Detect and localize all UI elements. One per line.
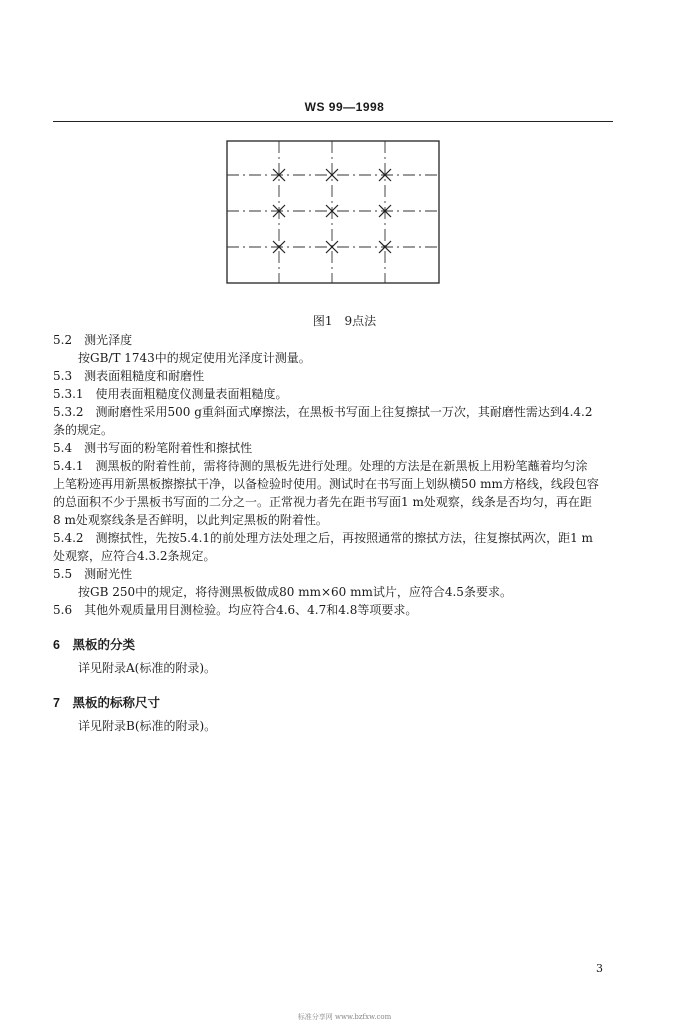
section-7-heading: 7 黑板的标称尺寸 — [53, 696, 160, 710]
header-rule — [53, 121, 613, 122]
section-5-4-1-cont: 上笔粉迹再用新黑板擦擦拭干净，以备检验时使用。测试时在书写面上划纵横50 mm方格线，线段包容 — [53, 477, 599, 491]
section-5-6: 5.6 其他外观质量用目测检验。均应符合4.6、4.7和4.8等项要求。 — [53, 603, 418, 617]
section-5-4-1-cont: 的总面积不少于黑板书写面的二分之一。正常视力者先在距书写面1 m处观察，线条是否均匀，再在距 — [53, 495, 592, 509]
section-5-4-1-cont: 8 m处观察线条是否鲜明，以此判定黑板的附着性。 — [53, 513, 328, 527]
section-5-3-2: 5.3.2 测耐磨性采用500 g重斜面式摩擦法，在黑板书写面上往复擦拭一万次，其耐磨性需达到4.4.2 — [53, 405, 593, 419]
section-5-3-1: 5.3.1 使用表面粗糙度仪测量表面粗糙度。 — [53, 387, 288, 401]
section-6-heading: 6 黑板的分类 — [53, 638, 135, 652]
section-5-5-heading: 5.5 测耐光性 — [53, 567, 133, 581]
section-6-text: 详见附录A(标准的附录)。 — [78, 661, 217, 675]
section-5-2-text: 按GB/T 1743中的规定使用光泽度计测量。 — [78, 351, 311, 365]
section-5-3-2-cont: 条的规定。 — [53, 423, 114, 437]
section-5-2-heading: 5.2 测光泽度 — [53, 333, 133, 347]
figure-caption: 图1 9点法 — [312, 314, 377, 328]
section-7-text: 详见附录B(标准的附录)。 — [78, 719, 217, 733]
section-5-4-2: 5.4.2 测擦拭性，先按5.4.1的前处理方法处理之后，再按照通常的擦拭方法，往复擦拭两次，距1 m — [53, 531, 593, 545]
section-5-4-2-cont: 处观察，应符合4.3.2条规定。 — [53, 549, 216, 563]
page-number: 3 — [596, 962, 603, 975]
section-5-5-text: 按GB 250中的规定，将待测黑板做成80 mm×60 mm试片，应符合4.5条要求。 — [78, 585, 512, 599]
section-5-3-heading: 5.3 测表面粗糙度和耐磨性 — [53, 369, 205, 383]
section-5-4-heading: 5.4 测书写面的粉笔附着性和擦拭性 — [53, 441, 253, 455]
page-header: WS 99—1998 — [304, 100, 385, 114]
section-5-4-1: 5.4.1 测黑板的附着性前，需将待测的黑板先进行处理。处理的方法是在新黑板上用粉笔蘸着均匀涂 — [53, 459, 588, 473]
nine-point-figure — [226, 140, 440, 284]
footer-watermark: 标准分享网 www.bzfxw.com — [297, 1013, 392, 1021]
